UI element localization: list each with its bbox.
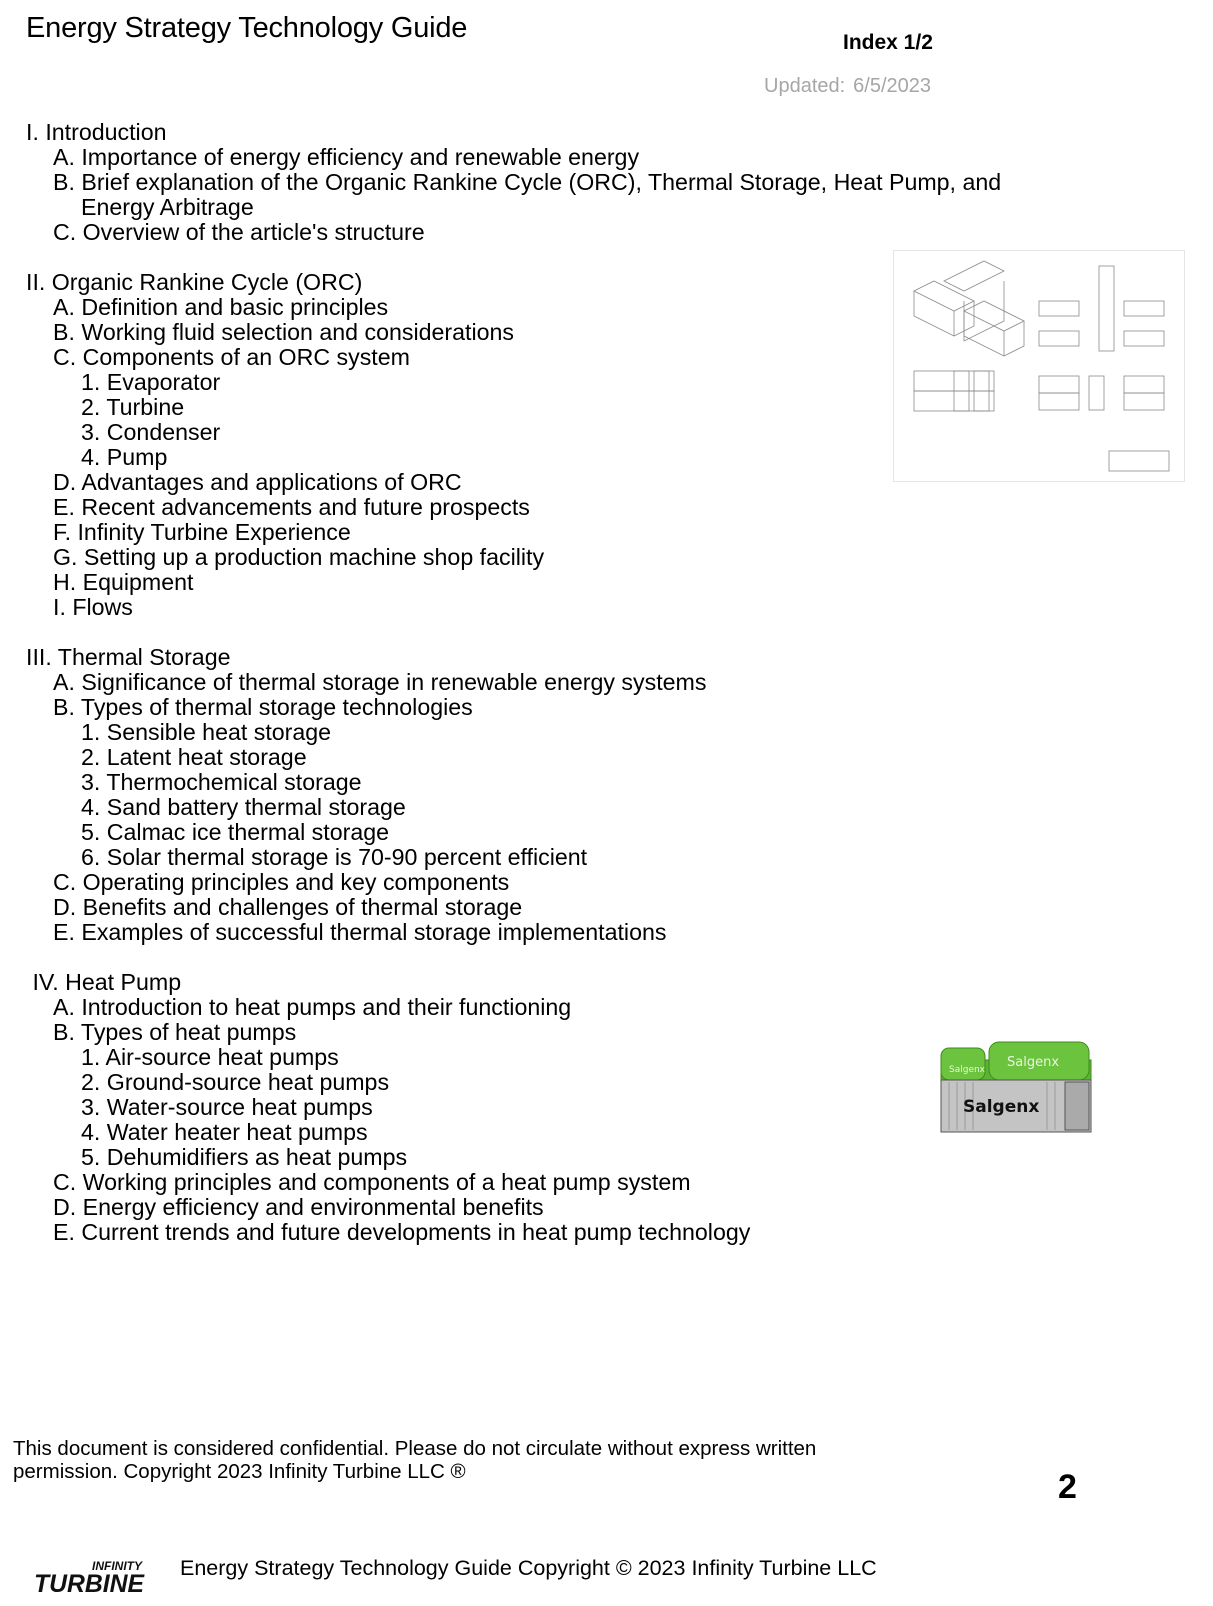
logo-text-turbine: TURBINE (34, 1570, 146, 1596)
outline-subitem: 3. Thermochemical storage (81, 769, 362, 795)
outline-subitem: 4. Pump (81, 444, 168, 470)
logo-text-infinity: INFINITY (92, 1559, 142, 1573)
outline-item: A. Importance of energy efficiency and renewable energy (53, 144, 640, 170)
outline-item: A. Introduction to heat pumps and their functioning (53, 994, 572, 1020)
document-title: Energy Strategy Technology Guide (26, 12, 468, 44)
outline-item: A. Definition and basic principles (53, 294, 389, 320)
outline-item: G. Setting up a production machine shop facility (53, 544, 545, 570)
confidentiality-line-1: This document is considered confidential. Please do not circulate without express written (13, 1437, 817, 1460)
outline-subitem: 3. Water-source heat pumps (81, 1094, 373, 1120)
outline-subitem: 2. Latent heat storage (81, 744, 307, 770)
section-heading: I. Introduction (26, 119, 167, 145)
outline-item: B. Types of thermal storage technologies (53, 694, 473, 720)
outline-item: I. Flows (53, 594, 133, 620)
outline-item: E. Current trends and future developments in heat pump technology (53, 1219, 751, 1245)
outline-item-continuation: Energy Arbitrage (81, 194, 254, 220)
outline-item: C. Working principles and components of a heat pump system (53, 1169, 691, 1195)
outline-subitem: 2. Turbine (81, 394, 185, 420)
outline-item: B. Working fluid selection and considerations (53, 319, 514, 345)
outline-item: B. Types of heat pumps (53, 1019, 297, 1045)
outline-subitem: 5. Dehumidifiers as heat pumps (81, 1144, 408, 1170)
orc-container-drawing-image (893, 250, 1185, 482)
section-heading: III. Thermal Storage (26, 644, 231, 670)
outline-item: D. Advantages and applications of ORC (53, 469, 462, 495)
outline-subitem: 1. Sensible heat storage (81, 719, 332, 745)
outline-subitem: 3. Condenser (81, 419, 221, 445)
outline-section (26, 645, 1001, 945)
section-heading: II. Organic Rankine Cycle (ORC) (26, 269, 363, 295)
outline-section (26, 120, 1001, 245)
svg-text:Salgenx: Salgenx (949, 1065, 986, 1075)
outline-section (26, 970, 1001, 1245)
outline-subitem: 1. Air-source heat pumps (81, 1044, 339, 1070)
outline-item: C. Components of an ORC system (53, 344, 410, 370)
outline-item: H. Equipment (53, 569, 194, 595)
svg-text:Salgenx: Salgenx (1007, 1055, 1060, 1070)
outline-subitem: 4. Water heater heat pumps (81, 1119, 368, 1145)
outline-item: C. Operating principles and key components (53, 869, 510, 895)
outline-subitem: 4. Sand battery thermal storage (81, 794, 406, 820)
outline-item: D. Benefits and challenges of thermal storage (53, 894, 523, 920)
outline-subitem: 1. Evaporator (81, 369, 221, 395)
salt-battery-container-icon (937, 1038, 1097, 1158)
outline-item: C. Overview of the article's structure (53, 219, 425, 245)
outline-item: D. Energy efficiency and environmental benefits (53, 1194, 544, 1220)
outline-subitem: 2. Ground-source heat pumps (81, 1069, 390, 1095)
infinity-turbine-logo (34, 1556, 154, 1596)
outline-section (26, 270, 1001, 620)
company-logo-icon (34, 1556, 154, 1596)
svg-text:Salgenx: Salgenx (963, 1097, 1040, 1117)
outline-item: E. Examples of successful thermal storage implementations (53, 919, 667, 945)
outline-item: E. Recent advancements and future prospects (53, 494, 530, 520)
outline-subitem: 6. Solar thermal storage is 70-90 percent efficient (81, 844, 588, 870)
updated-label: Updated: (764, 75, 846, 97)
confidentiality-line-2: permission. Copyright 2023 Infinity Turbine LLC ® (13, 1460, 466, 1483)
outline-subitem: 5. Calmac ice thermal storage (81, 819, 390, 845)
confidentiality-notice (13, 1437, 933, 1483)
technical-drawing-icon (894, 251, 1184, 481)
salgenx-container-image (937, 1038, 1097, 1158)
section-heading: IV. Heat Pump (26, 969, 182, 995)
outline-item: A. Significance of thermal storage in renewable energy systems (53, 669, 707, 695)
page-number: 2 (1058, 1468, 1077, 1506)
outline-item: B. Brief explanation of the Organic Rankine Cycle (ORC), Thermal Storage, Heat Pump, and (53, 169, 1002, 195)
outline-item: F. Infinity Turbine Experience (53, 519, 351, 545)
updated-line (764, 75, 931, 98)
updated-date: 6/5/2023 (853, 75, 932, 97)
index-label: Index 1/2 (843, 31, 933, 54)
footer-copyright: Energy Strategy Technology Guide Copyright © 2023 Infinity Turbine LLC (180, 1556, 877, 1580)
table-of-contents (26, 120, 1001, 1245)
